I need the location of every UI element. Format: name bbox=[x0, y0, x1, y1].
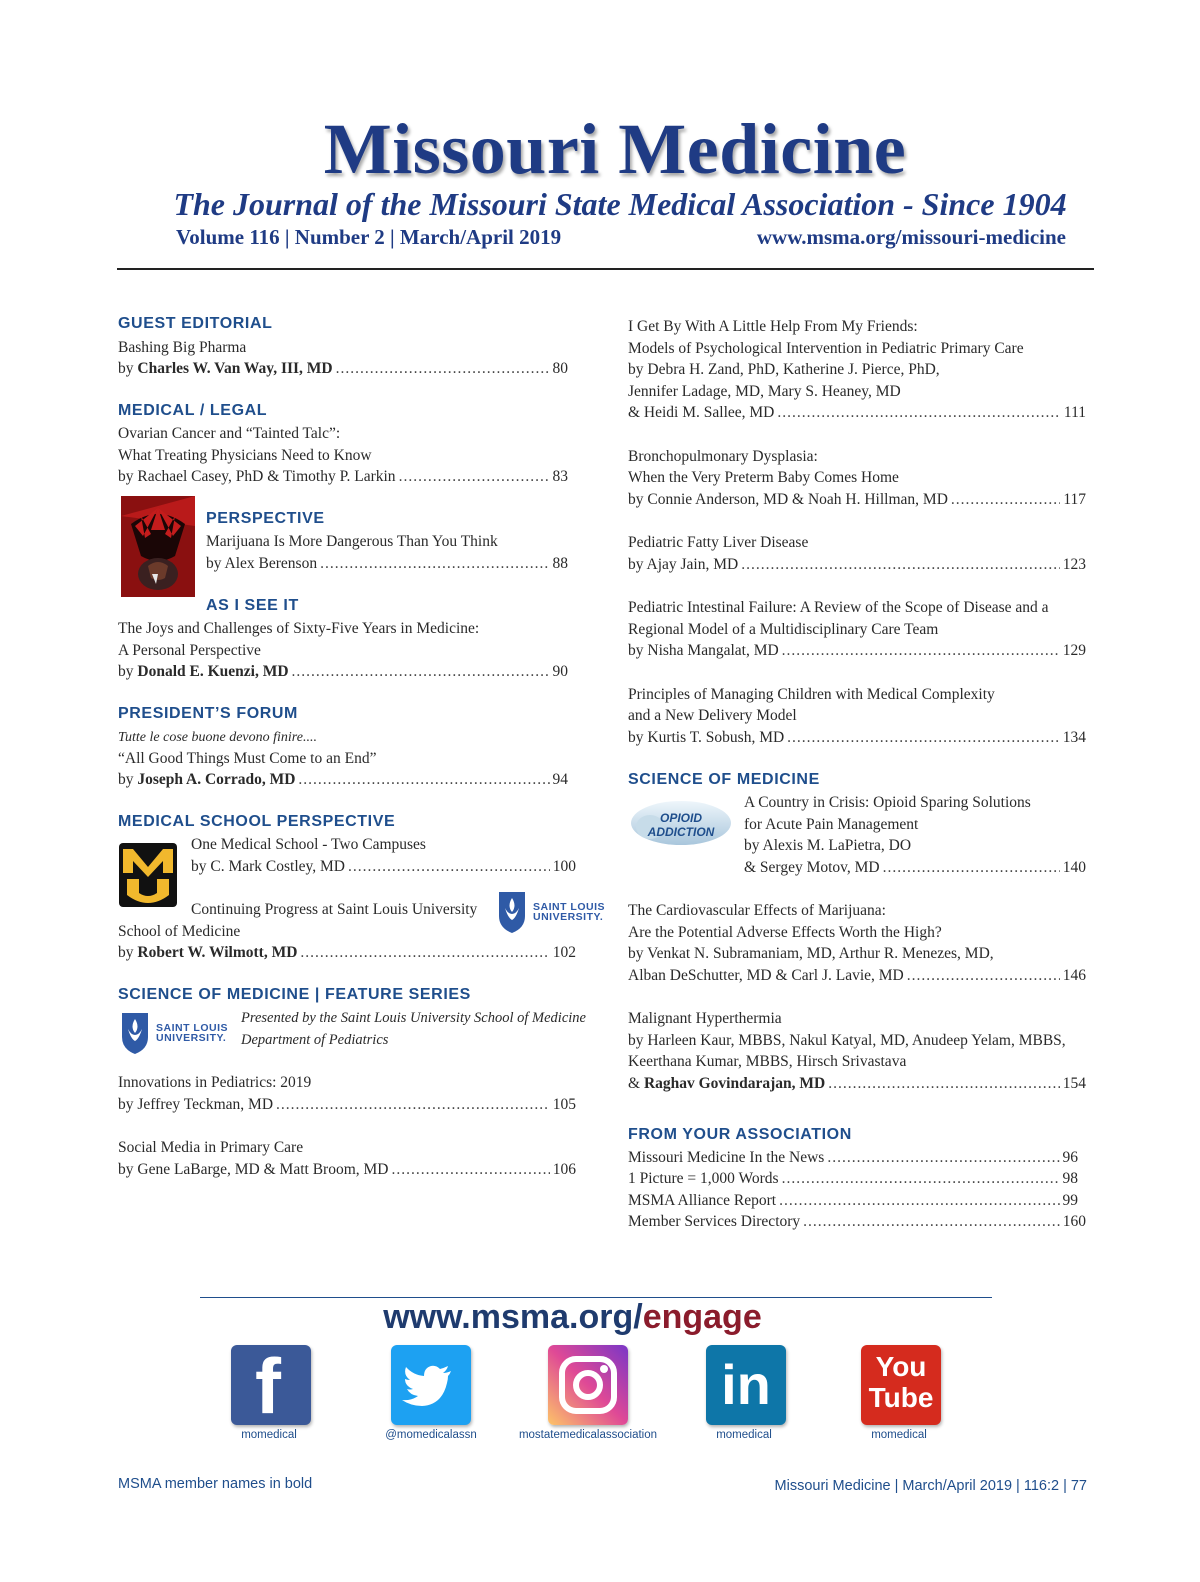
linkedin-icon bbox=[706, 1345, 786, 1425]
author-bold: Raghav Govindarajan, MD bbox=[643, 1075, 826, 1092]
journal-title: Missouri Medicine bbox=[323, 109, 907, 189]
opioid-addiction-badge bbox=[630, 797, 732, 849]
page-number: 94 bbox=[552, 771, 568, 788]
byline: by C. Mark Costley, MD bbox=[191, 858, 345, 875]
toc-entry[interactable] bbox=[206, 553, 568, 574]
byline: by Venkat N. Subramaniam, MD, Arthur R. Menezes, MD, bbox=[628, 945, 994, 962]
article-title[interactable]: Models of Psychological Intervention in Pediatric Primary Care bbox=[628, 340, 1024, 357]
page-number: 111 bbox=[1063, 404, 1086, 421]
section-perspective: PERSPECTIVE bbox=[206, 510, 325, 527]
article-title[interactable]: Social Media in Primary Care bbox=[118, 1139, 304, 1156]
toc-entry[interactable] bbox=[118, 358, 568, 379]
section-medical-legal: MEDICAL / LEGAL bbox=[118, 402, 268, 419]
toc-entry[interactable] bbox=[118, 1159, 576, 1180]
byline: by Nisha Mangalat, MD bbox=[628, 642, 779, 659]
instagram-icon bbox=[548, 1345, 628, 1425]
italic-subtitle: Tutte le cose buone devono finire.... bbox=[118, 730, 317, 745]
instagram-handle[interactable]: mostatemedicalassociation bbox=[518, 1429, 658, 1441]
byline: Keerthana Kumar, MBBS, Hirsch Srivastava bbox=[628, 1053, 907, 1070]
toc-entry[interactable] bbox=[118, 466, 568, 487]
page-number: 154 bbox=[1062, 1075, 1086, 1092]
linkedin-link[interactable] bbox=[706, 1345, 786, 1425]
toc-entry[interactable] bbox=[628, 965, 1086, 986]
facebook-glyph: f bbox=[255, 1342, 281, 1430]
youtube-glyph: You Tube bbox=[868, 1351, 934, 1413]
byline: by Gene LaBarge, MD & Matt Broom, MD bbox=[118, 1161, 389, 1178]
author-bold: Robert W. Wilmott, MD bbox=[137, 944, 298, 961]
page-number: 88 bbox=[552, 555, 568, 572]
byline: by Kurtis T. Sobush, MD bbox=[628, 729, 785, 746]
page-number: 83 bbox=[552, 468, 568, 485]
linkedin-glyph: in bbox=[721, 1353, 771, 1416]
article-title[interactable]: A Personal Perspective bbox=[118, 642, 261, 659]
slu-logo-text: SAINT LOUIS UNIVERSITY. bbox=[533, 901, 606, 923]
page-number: 140 bbox=[1062, 859, 1086, 876]
page-number: 123 bbox=[1062, 556, 1086, 573]
byline: by Harleen Kaur, MBBS, Nakul Katyal, MD, Anudeep Yelam, MBBS, bbox=[628, 1032, 1066, 1049]
badge-line-2: ADDICTION bbox=[647, 825, 715, 839]
engage-suffix: engage bbox=[642, 1298, 762, 1336]
slu-logo bbox=[497, 890, 607, 936]
youtube-handle[interactable]: momedical bbox=[871, 1429, 927, 1441]
toc-entry[interactable] bbox=[628, 1190, 1078, 1211]
author-bold: Joseph A. Corrado, MD bbox=[137, 771, 296, 788]
page-number: 100 bbox=[552, 858, 576, 875]
toc-entry[interactable] bbox=[118, 942, 576, 963]
toc-entry[interactable] bbox=[628, 402, 1086, 423]
twitter-handle[interactable]: @momedicalassn bbox=[385, 1429, 477, 1441]
journal-url[interactable]: www.msma.org/missouri-medicine bbox=[756, 225, 1066, 249]
toc-entry[interactable] bbox=[628, 1168, 1078, 1189]
byline: by Jeffrey Teckman, MD bbox=[118, 1096, 274, 1113]
article-title[interactable]: The Joys and Challenges of Sixty-Five Years in Medicine: bbox=[118, 620, 480, 637]
article-title[interactable]: Pediatric Fatty Liver Disease bbox=[628, 534, 809, 551]
article-title[interactable]: Continuing Progress at Saint Louis University bbox=[191, 901, 478, 918]
mizzou-logo bbox=[119, 843, 177, 907]
toc-entry[interactable] bbox=[628, 1073, 1086, 1094]
article-title[interactable]: I Get By With A Little Help From My Friends: bbox=[628, 318, 918, 335]
section-feature-series: SCIENCE OF MEDICINE | FEATURE SERIES bbox=[118, 986, 471, 1003]
slu-logo bbox=[120, 1011, 230, 1057]
section-presidents-forum: PRESIDENT’S FORUM bbox=[118, 705, 298, 722]
engage-prefix: www.msma.org/ bbox=[383, 1298, 643, 1336]
page-number: 134 bbox=[1062, 729, 1086, 746]
presented-by: Presented by the Saint Louis University School of Medicine bbox=[241, 1010, 586, 1026]
toc-entry[interactable] bbox=[118, 1094, 576, 1115]
twitter-link[interactable] bbox=[391, 1345, 471, 1425]
page-number: 96 bbox=[1062, 1149, 1078, 1166]
byline: by Rachael Casey, PhD & Timothy P. Larkin bbox=[118, 468, 396, 485]
article-title[interactable]: What Treating Physicians Need to Know bbox=[118, 447, 372, 464]
facebook-link[interactable] bbox=[231, 1342, 311, 1430]
linkedin-handle[interactable]: momedical bbox=[716, 1429, 772, 1441]
page-number: 129 bbox=[1062, 642, 1086, 659]
volume-line: Volume 116 | Number 2 | March/April 2019 bbox=[176, 225, 562, 249]
article-title[interactable]: “All Good Things Must Come to an End” bbox=[118, 750, 377, 767]
page-number: 106 bbox=[552, 1161, 576, 1178]
section-science-of-medicine: SCIENCE OF MEDICINE bbox=[628, 771, 820, 788]
engage-link[interactable] bbox=[0, 1298, 1145, 1337]
assoc-item-title: Missouri Medicine In the News bbox=[628, 1149, 825, 1166]
section-medical-school-perspective: MEDICAL SCHOOL PERSPECTIVE bbox=[118, 813, 396, 830]
facebook-handle[interactable]: momedical bbox=[241, 1429, 297, 1441]
toc-entry[interactable] bbox=[118, 769, 568, 790]
page-number: 102 bbox=[552, 944, 576, 961]
article-title[interactable]: for Acute Pain Management bbox=[744, 816, 919, 833]
article-title[interactable]: Bronchopulmonary Dysplasia: bbox=[628, 448, 818, 465]
page-number: 90 bbox=[552, 663, 568, 680]
footer-note: MSMA member names in bold bbox=[118, 1476, 313, 1492]
article-title[interactable]: and a New Delivery Model bbox=[628, 707, 797, 724]
page-number: 117 bbox=[1063, 491, 1086, 508]
toc-entry[interactable] bbox=[628, 727, 1086, 748]
toc-entry[interactable] bbox=[628, 489, 1086, 510]
page-number: 146 bbox=[1062, 967, 1086, 984]
article-title[interactable]: Regional Model of a Multidisciplinary Care Team bbox=[628, 621, 939, 638]
by-label: by bbox=[118, 663, 138, 680]
section-guest-editorial: GUEST EDITORIAL bbox=[118, 315, 273, 332]
article-title[interactable]: Ovarian Cancer and “Tainted Talc”: bbox=[118, 425, 341, 442]
amp-label: & bbox=[628, 1075, 644, 1092]
toc-entry[interactable] bbox=[118, 661, 568, 682]
toc-entry[interactable] bbox=[744, 857, 1086, 878]
badge-line-1: OPIOID bbox=[659, 811, 702, 825]
by-label: by bbox=[118, 944, 138, 961]
byline: by Ajay Jain, MD bbox=[628, 556, 739, 573]
marijuana-illustration bbox=[121, 496, 195, 597]
toc-entry[interactable] bbox=[628, 1147, 1078, 1168]
toc-entry[interactable] bbox=[628, 1211, 1086, 1232]
page-number: 80 bbox=[552, 360, 568, 377]
page-number: 99 bbox=[1062, 1192, 1078, 1209]
article-title[interactable]: Principles of Managing Children with Medical Complexity bbox=[628, 686, 995, 703]
article-title[interactable]: The Cardiovascular Effects of Marijuana: bbox=[628, 902, 886, 919]
article-title[interactable]: Malignant Hyperthermia bbox=[628, 1010, 782, 1027]
article-title[interactable]: Pediatric Intestinal Failure: A Review of the Scope of Disease and a bbox=[628, 599, 1049, 616]
by-label: by bbox=[118, 360, 138, 377]
youtube-icon bbox=[861, 1345, 941, 1425]
page-number: 105 bbox=[552, 1096, 576, 1113]
article-title[interactable]: Are the Potential Adverse Effects Worth the High? bbox=[628, 924, 942, 941]
footer-page-info: Missouri Medicine | March/April 2019 | 116:2 | 77 bbox=[774, 1478, 1087, 1494]
author-bold: Donald E. Kuenzi, MD bbox=[137, 663, 289, 680]
assoc-item-title: Member Services Directory bbox=[628, 1213, 801, 1230]
toc-entry[interactable] bbox=[628, 554, 1086, 575]
byline: by Debra H. Zand, PhD, Katherine J. Pierce, PhD, bbox=[628, 361, 940, 378]
assoc-item-title: MSMA Alliance Report bbox=[628, 1192, 777, 1209]
page-number: 98 bbox=[1062, 1170, 1078, 1187]
article-title[interactable]: Marijuana Is More Dangerous Than You Think bbox=[206, 533, 498, 550]
byline: & Heidi M. Sallee, MD bbox=[628, 404, 775, 421]
presented-by-dept: Department of Pediatrics bbox=[241, 1032, 389, 1048]
twitter-icon bbox=[391, 1345, 471, 1425]
facebook-icon bbox=[231, 1342, 311, 1430]
by-label: by bbox=[118, 771, 138, 788]
author-bold: Charles W. Van Way, III, MD bbox=[137, 360, 333, 377]
assoc-item-title: 1 Picture = 1,000 Words bbox=[628, 1170, 779, 1187]
journal-subtitle: The Journal of the Missouri State Medical Association - Since 1904 bbox=[173, 186, 1067, 222]
article-title[interactable]: One Medical School - Two Campuses bbox=[191, 836, 426, 853]
article-title[interactable]: School of Medicine bbox=[118, 923, 241, 940]
section-from-your-association: FROM YOUR ASSOCIATION bbox=[628, 1126, 852, 1143]
toc-entry[interactable] bbox=[628, 640, 1086, 661]
byline: by Alexis M. LaPietra, DO bbox=[744, 837, 912, 854]
article-title[interactable]: Innovations in Pediatrics: 2019 bbox=[118, 1074, 312, 1091]
byline: by Alex Berenson bbox=[206, 555, 318, 572]
header-rule bbox=[117, 268, 1094, 270]
toc-entry[interactable] bbox=[191, 856, 576, 877]
section-as-i-see-it: AS I SEE IT bbox=[206, 597, 299, 614]
youtube-link[interactable] bbox=[861, 1345, 941, 1425]
byline: Alban DeSchutter, MD & Carl J. Lavie, MD bbox=[628, 967, 904, 984]
article-title[interactable]: Bashing Big Pharma bbox=[118, 339, 247, 356]
byline: Jennifer Ladage, MD, Mary S. Heaney, MD bbox=[628, 383, 901, 400]
page-number: 160 bbox=[1062, 1213, 1086, 1230]
byline: by Connie Anderson, MD & Noah H. Hillman, MD bbox=[628, 491, 948, 508]
article-title[interactable]: A Country in Crisis: Opioid Sparing Solutions bbox=[744, 794, 1031, 811]
article-title[interactable]: When the Very Preterm Baby Comes Home bbox=[628, 469, 899, 486]
slu-logo-text: SAINT LOUIS UNIVERSITY. bbox=[156, 1022, 229, 1044]
byline: & Sergey Motov, MD bbox=[744, 859, 880, 876]
instagram-link[interactable] bbox=[548, 1345, 628, 1425]
